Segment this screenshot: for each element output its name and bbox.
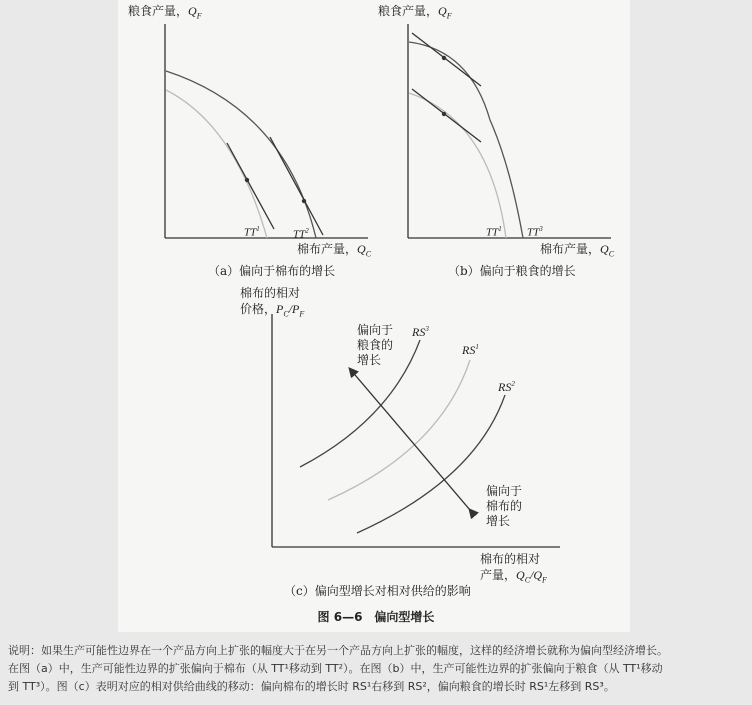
y-axis-label-c: 棉布的相对 价格，$P_C/P_F$ [240,286,305,319]
x-axis-label-c: 棉布的相对 产量，$Q_C/Q_F$ [480,552,547,585]
tt2-label-a: $TT^2$ [293,227,309,241]
point-tt1-a [245,178,249,182]
cloth-bias-note: 偏向于 棉布的 增长 [486,484,523,528]
tt3-label-b: $TT^3$ [527,225,543,239]
ppf-tt1-a [166,90,267,238]
tangent-tt1-a [227,143,274,229]
y-axis-label-b: 粮食产量，$Q_F$ [378,4,452,21]
caption-a: （a）偏向于棉布的增长 [208,264,336,278]
rs2-label: $RS^2$ [498,380,515,394]
point-tt1-b [442,112,446,116]
tangent-bottom-b [412,89,481,142]
food-bias-note: 偏向于 粮食的 增长 [357,323,394,367]
shift-arrow [350,369,470,510]
panel-b [408,24,611,238]
tangent-top-b [412,33,481,86]
caption-b: （b）偏向于粮食的增长 [448,264,576,278]
tt1-label-b: $TT^1$ [486,225,502,239]
caption-c: （c）偏向型增长对相对供给的影响 [284,584,471,598]
explanation: 说明：如果生产可能性边界在一个产品方向上扩张的幅度大于在另一个产品方向上扩张的幅度，这样的经济增长就称为偏向型经济增长。 在图（a）中，生产可能性边界的扩张偏向于棉布（从 TT¹移动到 TT²）。在图（b）中，生产可能性边界的扩张偏向于粮食（从 TT¹移动 到 TT³）。图（c）表明对应的相对供给曲线的移动：偏向棉布的增长时 RS¹右移到 RS²，偏向粮食的增长时 RS¹左移到 RS³。 [8,644,668,693]
figure-title: 图 6—6 偏向型增长 [317,610,435,624]
point-tt3-b [442,56,446,60]
x-axis-label-a: 棉布产量，$Q_C$ [297,242,372,259]
tangent-tt2-a [270,137,323,235]
ppf-tt3-b [409,42,523,238]
panel-a [165,24,368,238]
ppf-tt1-b [409,93,506,238]
point-tt2-a [302,199,306,203]
tt1-label-a: $TT^1$ [244,225,260,239]
y-axis-label-a: 粮食产量，$Q_F$ [128,4,202,21]
ppf-tt2-a [166,71,316,238]
rs1-label: $RS^1$ [462,343,479,357]
x-axis-label-b: 棉布产量，$Q_C$ [540,242,615,259]
rs3-label: $RS^3$ [412,325,429,339]
